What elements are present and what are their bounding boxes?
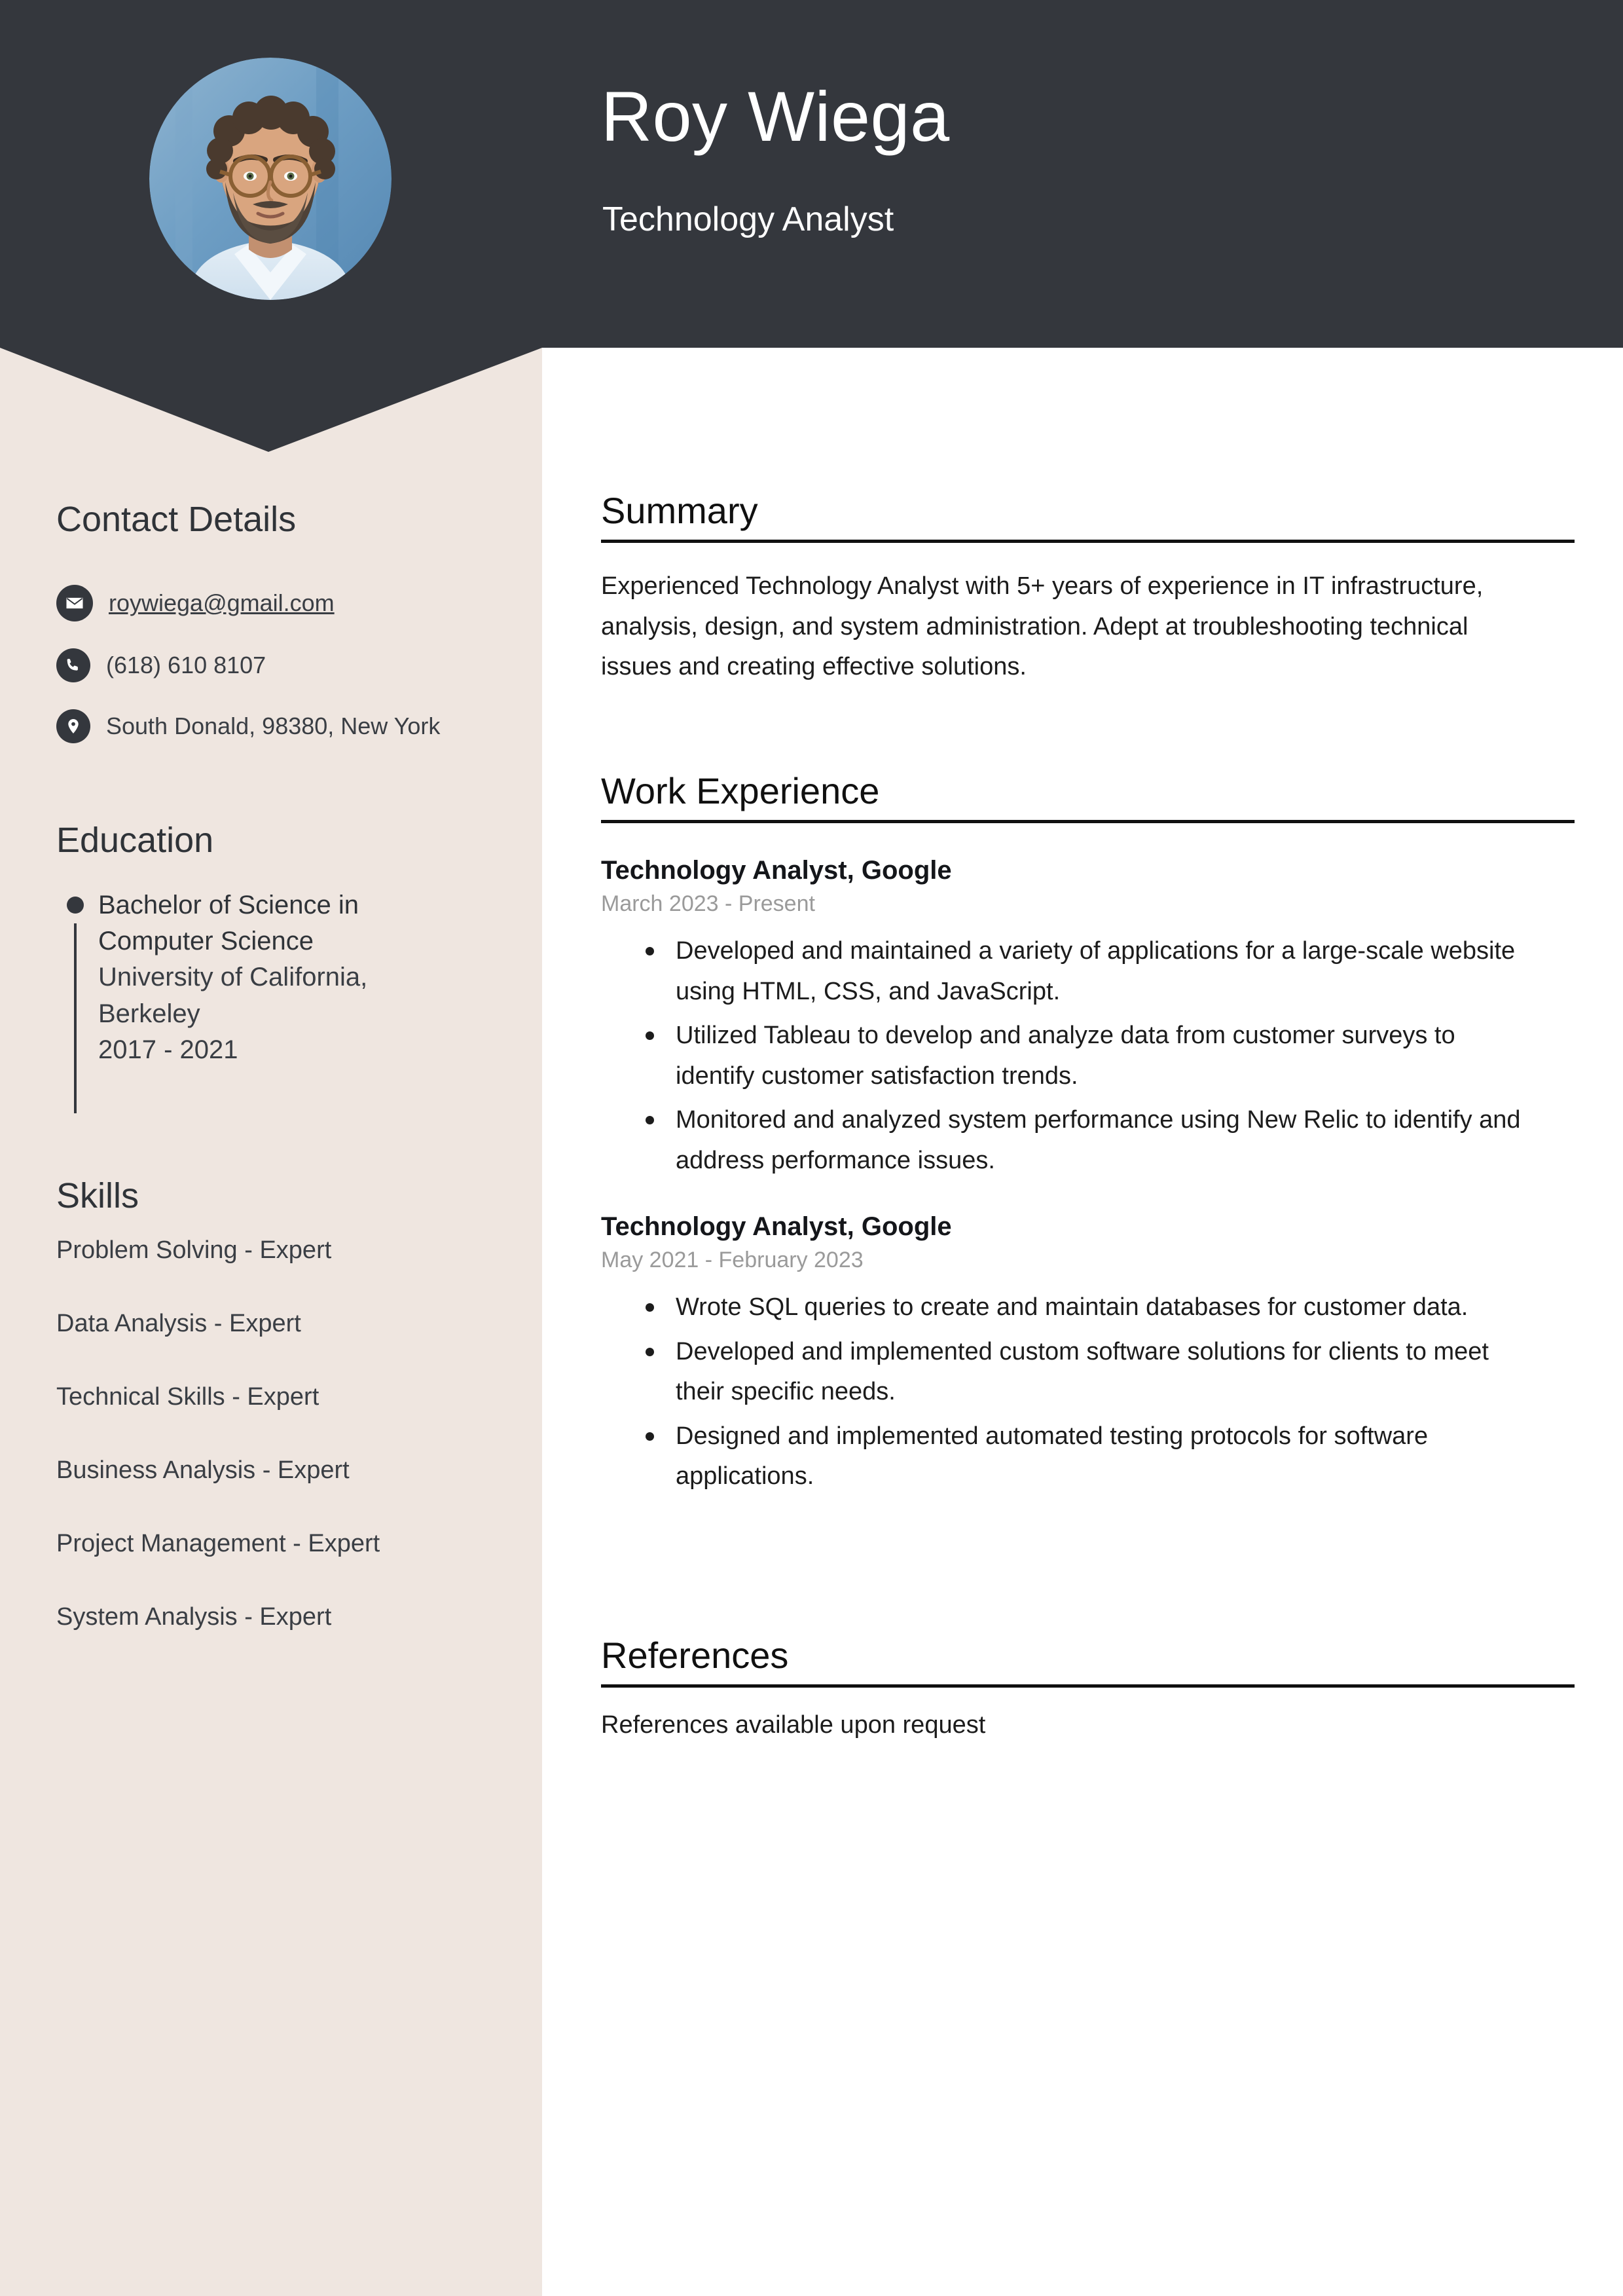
work-experience-item <box>601 855 1577 1181</box>
education-dates: 2017 - 2021 <box>98 1035 238 1064</box>
education-item <box>56 887 515 1068</box>
job-bullet-list <box>601 931 1577 1181</box>
job-bullet: Developed and implemented custom software solutions for clients to meet their specific needs. <box>638 1332 1535 1413</box>
location-icon <box>56 709 90 743</box>
skill-item: System Analysis - Expert <box>56 1603 332 1631</box>
email-value[interactable]: roywiega@gmail.com <box>109 589 335 616</box>
education-heading: Education <box>56 821 214 860</box>
section-divider <box>601 540 1575 543</box>
education-school: University of California, Berkeley <box>98 963 368 1028</box>
references-section <box>601 1637 1577 1739</box>
education-degree: Bachelor of Science in Computer Science <box>98 891 359 956</box>
job-title: Technology Analyst, Google <box>601 1212 952 1242</box>
contact-item-location[interactable] <box>56 709 440 743</box>
skills-heading: Skills <box>56 1176 139 1215</box>
job-bullet-list <box>601 1287 1577 1497</box>
skills-list <box>56 1236 515 1676</box>
skill-item: Technical Skills - Expert <box>56 1383 319 1411</box>
job-bullet: Developed and maintained a variety of applications for a large-scale website using HTML, CSS, and JavaScript. <box>638 931 1535 1012</box>
contact-item-phone[interactable] <box>56 648 266 682</box>
phone-value: (618) 610 8107 <box>106 652 266 678</box>
job-bullet: Designed and implemented automated testing protocols for software applications. <box>638 1416 1535 1497</box>
job-bullet: Utilized Tableau to develop and analyze data from customer surveys to identify customer satisfaction trends. <box>638 1016 1535 1096</box>
location-value: South Donald, 98380, New York <box>106 713 441 739</box>
job-bullet: Wrote SQL queries to create and maintain databases for customer data. <box>638 1287 1535 1328</box>
job-dates: March 2023 - Present <box>601 891 815 916</box>
job-title: Technology Analyst, Google <box>601 856 952 885</box>
skill-item: Project Management - Expert <box>56 1530 380 1557</box>
section-divider <box>601 1684 1575 1688</box>
job-dates: May 2021 - February 2023 <box>601 1248 864 1273</box>
summary-section <box>601 492 1577 688</box>
skill-item: Data Analysis - Expert <box>56 1310 301 1337</box>
references-text: References available upon request <box>601 1711 986 1739</box>
references-heading: References <box>601 1635 789 1676</box>
page-title: Roy Wiega <box>601 77 950 156</box>
skill-item: Business Analysis - Expert <box>56 1456 350 1484</box>
timeline-dot-icon <box>67 897 84 914</box>
contact-item-email[interactable] <box>56 585 335 621</box>
skill-item: Problem Solving - Expert <box>56 1236 332 1264</box>
timeline-line <box>74 923 77 1113</box>
work-experience-item <box>601 1211 1577 1497</box>
phone-icon <box>56 648 90 682</box>
email-icon <box>56 585 93 621</box>
sidebar <box>0 0 542 2296</box>
work-experience-section <box>601 770 1577 1501</box>
summary-heading: Summary <box>601 490 758 531</box>
contact-details-heading: Contact Details <box>56 500 297 539</box>
job-role-subtitle: Technology Analyst <box>602 200 894 238</box>
summary-text: Experienced Technology Analyst with 5+ years of experience in IT infrastructure, analysis, design, and system administration. Adept at troubleshooting technical issues and creating effective solutions. <box>601 572 1484 681</box>
work-experience-heading: Work Experience <box>601 770 880 811</box>
section-divider <box>601 820 1575 823</box>
job-bullet: Monitored and analyzed system performance using New Relic to identify and address performance issues. <box>638 1100 1535 1181</box>
